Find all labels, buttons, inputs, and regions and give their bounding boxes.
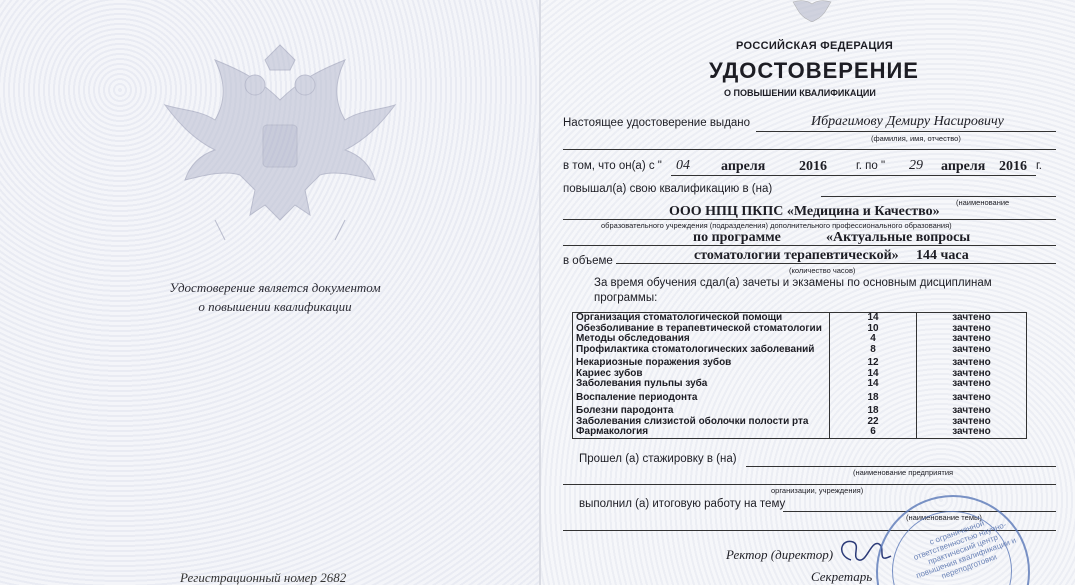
subject-name: Болезни пародонта xyxy=(576,405,674,416)
subject-hours: 14 xyxy=(830,379,917,390)
organization-caption: образовательного учреждения (подразделения) дополнительного профессионального образования) xyxy=(601,221,952,230)
period-line xyxy=(671,175,1036,176)
subject-name: Воспаление периодонта xyxy=(576,391,698,403)
subject-hours: 14 xyxy=(830,369,917,380)
subject-row xyxy=(573,390,1027,404)
rector-label: Ректор (директор) xyxy=(726,547,834,562)
start-day: 04 xyxy=(676,158,690,173)
subject-row xyxy=(573,427,1027,438)
subject-result: зачтено xyxy=(917,355,1027,369)
program-name-line2: стоматологии терапевтической» xyxy=(694,248,899,263)
registration-value: 2682 xyxy=(320,570,347,585)
issued-to-name: Ибрагимову Демиру Насировичу xyxy=(811,114,1004,129)
subject-result: зачтено xyxy=(917,403,1027,417)
subject-hours: 18 xyxy=(830,390,917,404)
final-work-label: выполнил (а) итоговую работу на тему xyxy=(579,498,786,510)
subject-name: Некариозные поражения зубов xyxy=(576,357,732,368)
subject-row xyxy=(573,345,1027,356)
right-page xyxy=(541,0,1075,585)
volume-label: в объеме xyxy=(563,255,613,267)
year-suffix: г. xyxy=(1036,160,1042,172)
subject-result: зачтено xyxy=(917,417,1027,428)
end-day: 29 xyxy=(909,158,923,173)
stamp-text: с ограниченной ответственностью научно-практический центр повышения квалификации и переподготовки xyxy=(912,518,1018,581)
final-work-caption: (наименование темы) xyxy=(906,513,982,522)
volume-line xyxy=(616,263,1056,264)
subject-hours: 8 xyxy=(830,345,917,356)
subject-row xyxy=(573,355,1027,369)
subject-hours: 12 xyxy=(830,355,917,369)
document-note xyxy=(110,278,440,316)
registration-number xyxy=(180,570,346,585)
organization-name: ООО НПЦ ПКПС «Медицина и Качество» xyxy=(669,204,940,219)
end-month: апреля xyxy=(941,159,986,174)
subject-name: Организация стоматологической помощи xyxy=(576,312,783,323)
exams-line-2: программы: xyxy=(594,292,658,304)
subject-result: зачтено xyxy=(917,345,1027,356)
period-mid: г. по " xyxy=(856,160,886,172)
end-year: 2016 xyxy=(999,159,1027,174)
country-heading: РОССИЙСКАЯ ФЕДЕРАЦИЯ xyxy=(736,40,894,52)
double-headed-eagle-emblem xyxy=(155,40,405,250)
subjects-table xyxy=(572,312,1027,439)
document-title: УДОСТОВЕРЕНИЕ xyxy=(709,58,919,83)
subject-name: Заболевания пульпы зуба xyxy=(576,378,708,389)
note-line-2: о повышении квалификации xyxy=(198,299,352,314)
subject-hours: 22 xyxy=(830,417,917,428)
subject-hours: 10 xyxy=(830,324,917,335)
issued-label: Настоящее удостоверение выдано xyxy=(563,117,751,129)
program-name-line1: «Актуальные вопросы xyxy=(826,230,971,245)
subject-result: зачтено xyxy=(917,369,1027,380)
subject-name: Обезболивание в терапевтической стоматологии xyxy=(576,322,822,334)
hours-value: 144 часа xyxy=(916,248,969,263)
official-stamp xyxy=(876,495,1030,585)
subject-row xyxy=(573,334,1027,345)
organization-line xyxy=(563,219,1056,220)
subject-result: зачтено xyxy=(917,313,1027,324)
internship-line-2 xyxy=(563,484,1056,485)
subject-name: Профилактика стоматологических заболеваний xyxy=(576,343,815,355)
subject-hours: 6 xyxy=(830,427,917,438)
subject-result: зачтено xyxy=(917,390,1027,404)
subject-hours: 18 xyxy=(830,403,917,417)
subject-row xyxy=(573,403,1027,417)
secretary-label: Секретарь xyxy=(811,569,873,584)
subject-name: Заболевания слизистой оболочки полости рта xyxy=(576,415,809,427)
note-line-1: Удостоверение является документом xyxy=(169,280,381,295)
subject-hours: 4 xyxy=(830,334,917,345)
subject-row xyxy=(573,313,1027,324)
issued-to-line xyxy=(756,131,1056,132)
start-month: апреля xyxy=(721,159,766,174)
qualification-label: повышал(а) свою квалификацию в (на) xyxy=(563,183,773,195)
subject-name: Фармакология xyxy=(576,426,649,437)
internship-label: Прошел (а) стажировку в (на) xyxy=(579,453,737,465)
document-subtitle: О ПОВЫШЕНИИ КВАЛИФИКАЦИИ xyxy=(724,88,876,98)
start-year: 2016 xyxy=(799,159,827,174)
subject-result: зачтено xyxy=(917,427,1027,438)
registration-label: Регистрационный номер xyxy=(180,570,317,585)
small-eagle-emblem xyxy=(789,0,835,22)
qualification-line xyxy=(821,196,1056,197)
issued-to-caption: (фамилия, имя, отчество) xyxy=(871,134,961,143)
subject-result: зачтено xyxy=(917,379,1027,390)
internship-line xyxy=(746,466,1056,467)
hours-caption: (количество часов) xyxy=(789,266,856,275)
subject-name: Кариес зубов xyxy=(576,367,643,379)
subject-row xyxy=(573,379,1027,390)
subject-name: Методы обследования xyxy=(576,333,690,344)
subject-result: зачтено xyxy=(917,334,1027,345)
subject-hours: 14 xyxy=(830,313,917,324)
blank-line xyxy=(563,149,1056,150)
program-label: по программе xyxy=(693,230,781,245)
program-line xyxy=(563,245,1056,246)
subject-result: зачтено xyxy=(917,324,1027,335)
internship-caption-1: (наименование предприятия xyxy=(853,468,954,477)
exams-line-1: За время обучения сдал(а) зачеты и экзамены по основным дисциплинам xyxy=(594,277,992,289)
internship-caption-2: организации, учреждения) xyxy=(771,486,864,495)
org-caption-top: (наименование xyxy=(956,198,1010,207)
period-prefix: в том, что он(а) с " xyxy=(563,160,662,172)
